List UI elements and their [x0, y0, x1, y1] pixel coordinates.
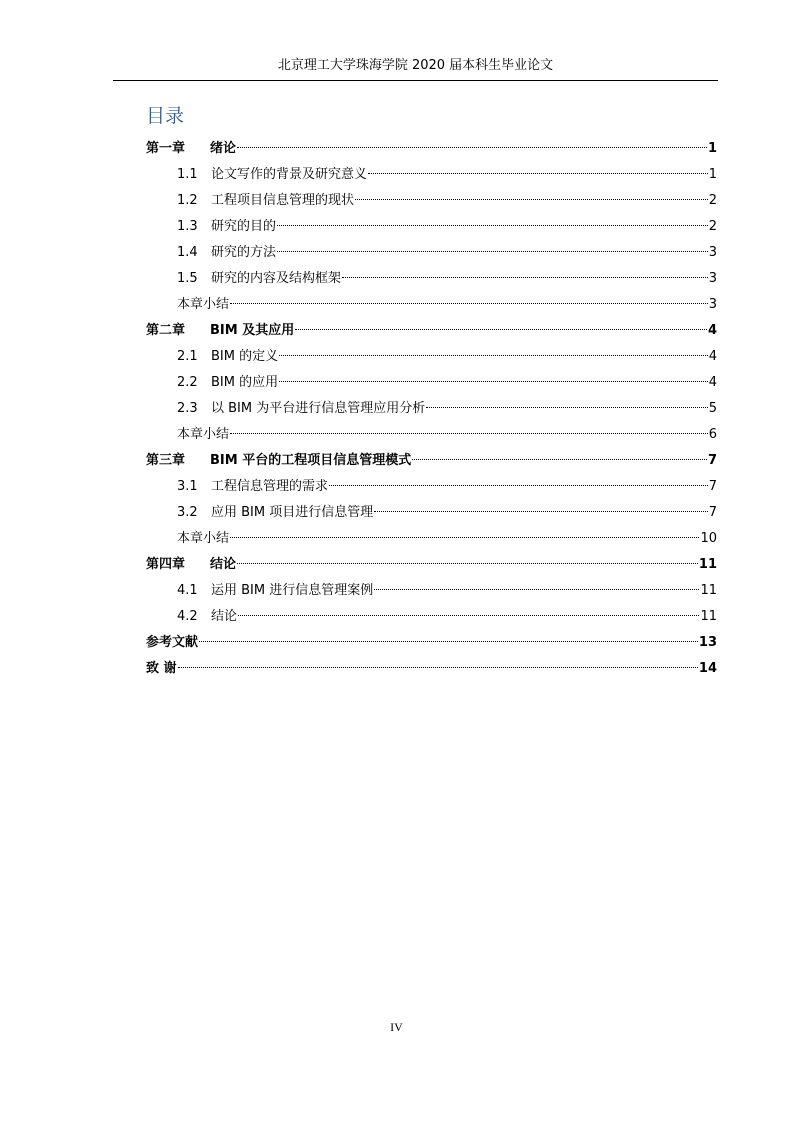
toc-entry-title: 结论 — [210, 557, 237, 572]
toc-entry-title: 致 谢 — [146, 661, 177, 676]
toc-entry-title: 研究的目的 — [211, 219, 277, 234]
toc-entry-number: 3.1 — [177, 479, 198, 494]
toc-entry-title: 论文写作的背景及研究意义 — [211, 167, 368, 182]
toc-entry-section[interactable] — [146, 292, 717, 318]
toc-entry-section[interactable] — [146, 188, 717, 214]
toc-entry-section[interactable] — [146, 578, 717, 604]
table-of-contents — [146, 136, 717, 682]
toc-entry-title: 结论 — [211, 609, 238, 624]
toc-entry-section[interactable] — [146, 474, 717, 500]
toc-entry-title: 本章小结 — [177, 297, 230, 312]
toc-entry-title: 本章小结 — [177, 427, 230, 442]
toc-entry-section[interactable] — [146, 526, 717, 552]
toc-entry-page: 5 — [708, 401, 717, 416]
toc-entry-page: 1 — [708, 167, 717, 182]
toc-entry-section[interactable] — [146, 422, 717, 448]
toc-entry-page: 1 — [707, 141, 717, 156]
toc-entry-number: 第四章 — [146, 557, 186, 572]
toc-entry-page: 3 — [708, 297, 717, 312]
toc-dot-leader — [238, 614, 699, 616]
page-number: IV — [390, 1020, 403, 1034]
toc-dot-leader — [374, 588, 699, 590]
toc-entry-title: 参考文献 — [146, 635, 199, 650]
toc-entry-number: 2.1 — [177, 349, 198, 364]
toc-dot-leader — [355, 198, 708, 200]
toc-entry-chapter[interactable] — [146, 552, 717, 578]
toc-entry-section[interactable] — [146, 240, 717, 266]
toc-entry-title: 本章小结 — [177, 531, 230, 546]
toc-dot-leader — [295, 328, 707, 330]
toc-entry-section[interactable] — [146, 214, 717, 240]
toc-entry-number: 第一章 — [146, 141, 186, 156]
toc-entry-number: 4.2 — [177, 609, 198, 624]
toc-entry-title: 工程项目信息管理的现状 — [211, 193, 355, 208]
toc-entry-section[interactable] — [146, 162, 717, 188]
toc-entry-page: 7 — [708, 479, 717, 494]
toc-entry-number: 第三章 — [146, 453, 186, 468]
toc-entry-chapter[interactable] — [146, 136, 717, 162]
toc-entry-page: 2 — [708, 219, 717, 234]
toc-entry-chapter[interactable] — [146, 630, 717, 656]
toc-dot-leader — [342, 276, 708, 278]
toc-dot-leader — [199, 640, 698, 642]
toc-entry-number: 1.4 — [177, 245, 198, 260]
toc-dot-leader — [374, 510, 707, 512]
toc-entry-title: BIM 平台的工程项目信息管理模式 — [210, 453, 412, 468]
toc-entry-page: 7 — [708, 505, 717, 520]
toc-entry-number: 4.1 — [177, 583, 198, 598]
toc-dot-leader — [279, 380, 708, 382]
toc-entry-title: BIM 的定义 — [211, 349, 279, 364]
toc-entry-section[interactable] — [146, 266, 717, 292]
toc-dot-leader — [426, 406, 707, 408]
toc-entry-section[interactable] — [146, 344, 717, 370]
toc-entry-section[interactable] — [146, 604, 717, 630]
toc-entry-page: 11 — [700, 583, 717, 598]
toc-entry-page: 3 — [708, 245, 717, 260]
toc-dot-leader — [237, 562, 698, 564]
toc-entry-title: 运用 BIM 进行信息管理案例 — [211, 583, 374, 598]
toc-entry-page: 4 — [708, 349, 717, 364]
toc-entry-title: BIM 及其应用 — [210, 323, 295, 338]
toc-entry-title: 研究的方法 — [211, 245, 277, 260]
toc-entry-number: 第二章 — [146, 323, 186, 338]
toc-entry-title: BIM 的应用 — [211, 375, 279, 390]
toc-entry-number: 3.2 — [177, 505, 198, 520]
toc-entry-page: 3 — [708, 271, 717, 286]
toc-entry-title: 应用 BIM 项目进行信息管理 — [211, 505, 374, 520]
toc-entry-section[interactable] — [146, 370, 717, 396]
toc-dot-leader — [230, 432, 708, 434]
toc-dot-leader — [237, 146, 707, 148]
toc-entry-page: 13 — [698, 635, 717, 650]
toc-entry-number: 1.1 — [177, 167, 198, 182]
toc-entry-title: 以 BIM 为平台进行信息管理应用分析 — [211, 401, 426, 416]
toc-entry-number: 1.5 — [177, 271, 198, 286]
toc-entry-page: 14 — [698, 661, 717, 676]
toc-entry-section[interactable] — [146, 500, 717, 526]
toc-entry-page: 10 — [700, 531, 717, 546]
toc-entry-number: 2.3 — [177, 401, 198, 416]
toc-entry-title: 绪论 — [210, 141, 237, 156]
toc-entry-number: 2.2 — [177, 375, 198, 390]
toc-entry-chapter[interactable] — [146, 656, 717, 682]
toc-dot-leader — [277, 224, 708, 226]
toc-entry-number: 1.2 — [177, 193, 198, 208]
toc-dot-leader — [178, 666, 698, 668]
toc-dot-leader — [279, 354, 708, 356]
toc-dot-leader — [329, 484, 708, 486]
toc-entry-page: 6 — [708, 427, 717, 442]
toc-dot-leader — [277, 250, 708, 252]
page-header: 北京理工大学珠海学院 2020 届本科生毕业论文 — [113, 56, 718, 81]
toc-dot-leader — [230, 536, 699, 538]
toc-entry-chapter[interactable] — [146, 318, 717, 344]
toc-entry-title: 研究的内容及结构框架 — [211, 271, 342, 286]
toc-dot-leader — [368, 172, 708, 174]
toc-entry-section[interactable] — [146, 396, 717, 422]
toc-title: 目录 — [146, 105, 185, 127]
toc-entry-page: 2 — [708, 193, 717, 208]
toc-entry-page: 11 — [700, 609, 717, 624]
toc-entry-page: 4 — [708, 375, 717, 390]
toc-entry-page: 7 — [707, 453, 717, 468]
toc-entry-number: 1.3 — [177, 219, 198, 234]
toc-entry-title: 工程信息管理的需求 — [211, 479, 329, 494]
toc-entry-chapter[interactable] — [146, 448, 717, 474]
toc-entry-page: 4 — [707, 323, 717, 338]
toc-dot-leader — [230, 302, 708, 304]
toc-dot-leader — [412, 458, 707, 460]
toc-entry-page: 11 — [698, 557, 717, 572]
